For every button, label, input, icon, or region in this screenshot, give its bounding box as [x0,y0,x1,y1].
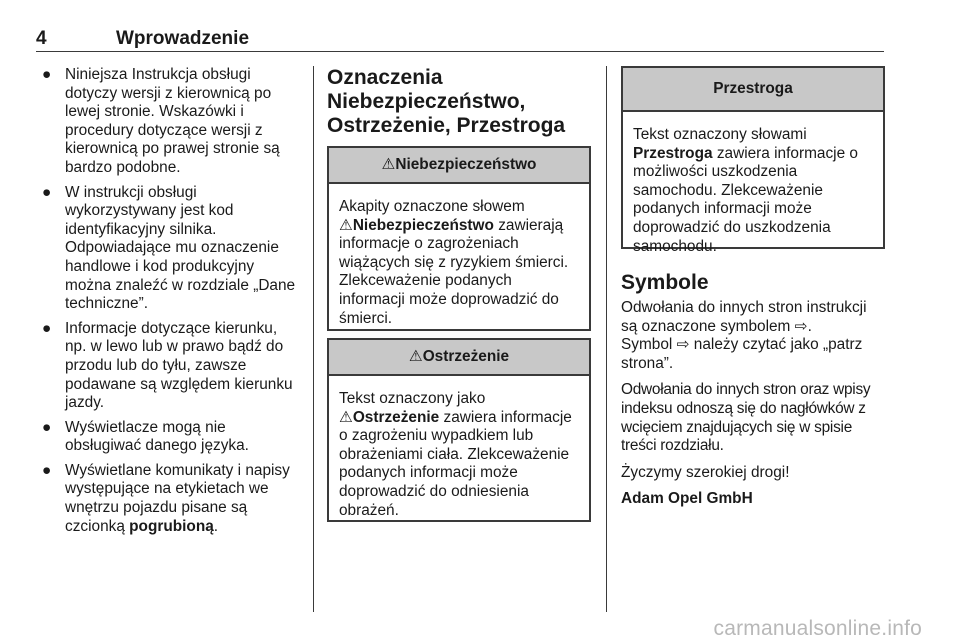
warning-triangle-icon: ⚠ [408,348,423,365]
bullet-item [36,419,302,456]
column-divider-2 [606,66,607,612]
warning-text-intro: Tekst oznaczony jako [339,390,486,407]
p2-end: należy czytać jako „patrz strona”. [621,336,863,372]
warning-box-title [329,340,589,376]
p1-text: Odwołania do innych stron instrukcji są oznaczone symbolem [621,299,867,335]
bullet-dot: ● [42,66,52,83]
section-heading [327,66,591,138]
bullet-item [36,320,302,413]
danger-box-body [329,184,589,338]
heading-line: Ostrzeżenie, Przestroga [327,114,566,137]
watermark-text: carmanualsonline.info [713,617,922,640]
warning-triangle-icon: ⚠ [339,408,353,426]
page-number: 4 [36,28,47,49]
column-1 [36,66,302,542]
danger-keyword: Niebezpieczeństwo [352,216,494,234]
bullet-dot: ● [42,183,52,201]
warning-title-text: Ostrzeżenie [422,348,510,365]
signature: Adam Opel GmbH [621,490,753,508]
column-3 [621,66,885,517]
column-divider-1 [313,66,314,612]
section-title: Wprowadzenie [116,28,250,49]
column-2 [327,66,591,522]
symbols-paragraph-2: Odwołania do innych stron oraz wpisy indeksu odnoszą się do nagłówków z wcięciem znajdujących się w spisie treści rozdziału. [621,381,871,455]
p1-end: . [807,317,812,335]
danger-box-title [329,148,589,184]
header-rule [36,51,884,52]
warning-triangle-icon: ⚠ [381,156,396,173]
warning-text: zawiera informacje o zagrożeniu wypadkiem lub obrażeniami ciała. Zlekceważenie podanych informacji może doprowadzić do odniesienia obrażeń. [339,408,572,519]
bullet-dot: ● [42,461,52,479]
warning-keyword: Ostrzeżenie [352,408,440,426]
caution-text-intro: Tekst oznaczony słowami [633,126,807,143]
p2-text: Symbol [621,336,677,354]
warning-box-body [329,376,589,530]
caution-keyword: Przestroga [633,144,713,162]
bullet-item [36,184,302,314]
heading-line: Oznaczenia [327,66,443,89]
page-header [36,28,884,50]
page-reference-arrow-icon: ⇨ [676,336,690,354]
bullet-text: Informacje dotyczące kierunku, np. w lewo lub w prawo bądź do przodu lub do tyłu, zawsze podawane są względem kierunku jazdy. [65,319,293,412]
closing-wish: Życzymy szerokiej drogi! [621,463,790,481]
warning-triangle-icon: ⚠ [339,216,353,234]
heading-line: Niebezpieczeństwo, [327,90,526,113]
page-reference-arrow-icon: ⇨ [794,317,808,335]
symbols-heading: Symbole [621,271,709,294]
symbols-paragraph-1 [621,299,885,373]
bullet-bold-word: pogrubioną [129,517,214,535]
caution-box-title: Przestroga [623,68,883,112]
bullet-text: Wyświetlacze mogą nie obsługiwać danego języka. [65,418,249,455]
bullet-item [36,66,302,178]
bullet-text-end: . [213,517,219,535]
danger-box [327,146,591,331]
warning-box [327,338,591,522]
bullet-item [36,462,302,536]
caution-box-body [623,112,883,266]
bullet-text: W instrukcji obsługi wykorzystywany jest kod identyfikacyjny silnika. Odpowiadające mu oznaczenie handlowe i kod produkcyjny można znaleźć w rozdziale „Dane techniczne”. [65,183,296,313]
danger-text: zawierają informacje o zagrożeniach wiążących się z ryzykiem śmierci. Zlekceważenie podanych informacji może doprowadzić do śmierci. [339,216,569,327]
bullet-dot: ● [42,418,52,436]
bullet-text: Niniejsza Instrukcja obsługi dotyczy wersji z kierownicą po lewej stronie. Wskazówki i procedury dotyczące wersji z kierownicą po prawej stronie są bardzo podobne. [65,66,280,176]
danger-title-text: Niebezpieczeństwo [395,156,537,173]
caution-box [621,66,885,255]
bullet-text: Wyświetlane komunikaty i napisy występujące na etykietach we wnętrzu pojazdu pisane są czcionką [65,461,290,535]
danger-text-intro: Akapity oznaczone słowem [339,198,525,215]
bullet-dot: ● [42,319,52,337]
caution-text: zawiera informacje o możliwości uszkodzenia samochodu. Zlekceważenie podanych informacji może doprowadzić do uszkodzenia samochodu. [633,144,858,255]
